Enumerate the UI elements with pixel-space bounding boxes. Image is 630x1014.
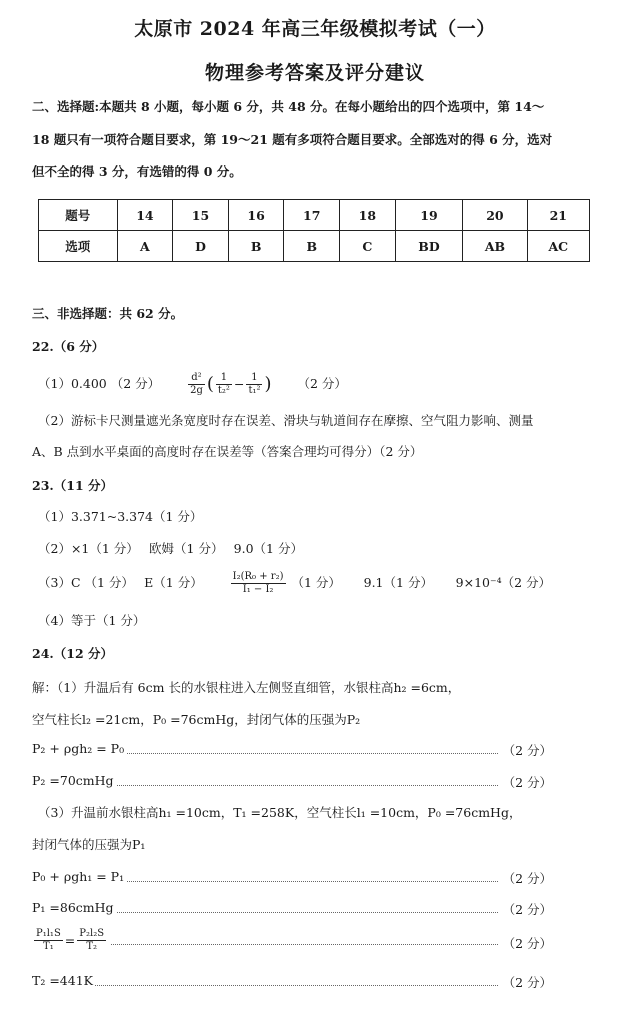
answer-key-title: 物理参考答案及评分建议: [204, 62, 425, 84]
q22-part1-score: （2 分）: [297, 376, 347, 391]
q24-equation-4: [32, 900, 552, 918]
fraction-numerator: P₁l₁S: [36, 928, 61, 939]
equation-text: P₁ =86cmHg: [32, 900, 114, 915]
equation-text: P₂ =70cmHg: [32, 773, 114, 788]
exam-title: 太原市 2024 年高三年级模拟考试（一）: [134, 18, 496, 40]
q24-solution-line2: 空气柱长l₂ =21cm，P₀ =76cmHg，封闭气体的压强为P₂: [32, 712, 361, 727]
equation-score: （2 分）: [499, 934, 552, 952]
fraction-numerator: P₂l₂S: [79, 928, 105, 939]
q23-part4: （4）等于（1 分）: [38, 613, 146, 628]
equation-score: （2 分）: [499, 973, 552, 991]
table-cell: C: [340, 231, 396, 262]
q24-equation-5: [32, 928, 552, 956]
equation-score: （2 分）: [499, 900, 552, 918]
table-cell: BD: [395, 231, 463, 262]
equation-score: （2 分）: [499, 869, 552, 887]
row-label-answer: 选项: [39, 231, 118, 262]
q23-part3: [38, 568, 551, 598]
fraction-denominator: t₁²: [248, 385, 261, 396]
q23-part2: （2）×1（1 分） 欧姆（1 分） 9.0（1 分）: [38, 541, 303, 556]
table-cell: D: [173, 231, 229, 262]
equation-score: （2 分）: [499, 741, 552, 759]
equation-text: T₂ =441K: [32, 973, 93, 988]
q24-heading: 24.（12 分）: [32, 646, 113, 661]
q24-equation-3: [32, 869, 552, 887]
answer-table: [38, 199, 590, 262]
q23-part3-scores: （1 分） 9.1（1 分） 9×10⁻⁴（2 分）: [291, 575, 552, 590]
q23-part1: （1）3.371~3.374（1 分）: [38, 509, 203, 524]
fraction-denominator: 2g: [190, 385, 203, 396]
fraction-numerator: I₂(R₀ + r₂): [232, 571, 284, 582]
q24-equation-1: [32, 741, 552, 759]
equation-score: （2 分）: [499, 773, 552, 791]
table-row-questions: [39, 200, 590, 231]
q23-heading: 23.（11 分）: [32, 478, 113, 493]
table-cell: 17: [284, 200, 340, 231]
q22-fraction-inner2: [246, 372, 262, 397]
table-cell: 19: [395, 200, 463, 231]
q23-part3-answer: （3）C （1 分） E（1 分）: [38, 575, 203, 590]
fraction-denominator: I₁ − I₂: [242, 584, 274, 595]
equation-text: P₂ + ρgh₂ = P₀: [32, 741, 125, 756]
row-label-question: 题号: [39, 200, 118, 231]
q22-fraction-inner1: [216, 372, 232, 397]
fraction-denominator: T₁: [43, 941, 54, 952]
section2-line3: 但不全的得 3 分，有选错的得 0 分。: [32, 164, 242, 179]
table-row-answers: [39, 231, 590, 262]
q24-equation-2: [32, 773, 552, 791]
equation-fraction-left: [34, 928, 63, 953]
table-cell: B: [228, 231, 284, 262]
section3-heading: 三、非选择题：共 62 分。: [32, 306, 184, 321]
equation-fraction-right: [77, 928, 106, 953]
fraction-numerator: 1: [216, 372, 232, 385]
table-cell: 18: [340, 200, 396, 231]
q24-solution-line3: （3）升温前水银柱高h₁ =10cm，T₁ =258K，空气柱长l₁ =10cm，P₀ =76cmHg，: [38, 805, 522, 820]
q24-equation-6: [32, 973, 552, 991]
q23-fraction: [231, 571, 286, 596]
q22-part1-answer: （1）0.400 （2 分）: [38, 376, 161, 391]
fraction-denominator: T₂: [86, 941, 98, 952]
fraction-numerator: 1: [246, 372, 262, 385]
q22-part2-line2: A、B 点到水平桌面的高度时存在误差等（答案合理均可得分）（2 分）: [32, 444, 423, 459]
table-cell: 20: [463, 200, 527, 231]
table-cell: A: [117, 231, 173, 262]
table-cell: 14: [117, 200, 173, 231]
table-cell: B: [284, 231, 340, 262]
equation-text: P₀ + ρgh₁ = P₁: [32, 869, 125, 884]
table-cell: 16: [228, 200, 284, 231]
table-cell: AC: [527, 231, 589, 262]
q22-fraction-outer: [188, 372, 205, 397]
fraction-denominator: t₂²: [217, 385, 230, 396]
table-cell: 21: [527, 200, 589, 231]
q24-solution-line1: 解：（1）升温后有 6cm 长的水银柱进入左侧竖直细管，水银柱高h₂ =6cm，: [32, 680, 461, 695]
q22-part2-line1: （2）游标卡尺测量遮光条宽度时存在误差、滑块与轨道间存在摩擦、空气阻力影响、测量: [38, 413, 534, 428]
section2-line2: 18 题只有一项符合题目要求，第 19～21 题有多项符合题目要求。全部选对的得 6 分，选对: [32, 132, 553, 147]
q24-solution-line4: 封闭气体的压强为P₁: [32, 837, 146, 852]
table-cell: 15: [173, 200, 229, 231]
q22-part1: （1）0.400 （2 分） $\frac{\text{d²}}{2g}$ ( $\frac{1}{\text{t₂²}}$ − $\frac{1}{\text{t₁²}}$ ) （2 分）: [38, 372, 347, 396]
table-cell: AB: [463, 231, 527, 262]
equation-text: $\frac{\text{P₁l₁S}}{\text{T₁}}$ = $\frac{\text{P₂l₂S}}{\text{T₂}}$: [32, 928, 110, 953]
q22-heading: 22.（6 分）: [32, 339, 105, 354]
fraction-numerator: d²: [188, 372, 205, 385]
section2-line1: 二、选择题:本题共 8 小题，每小题 6 分，共 48 分。在每小题给出的四个选项中，第 14～: [32, 99, 545, 114]
